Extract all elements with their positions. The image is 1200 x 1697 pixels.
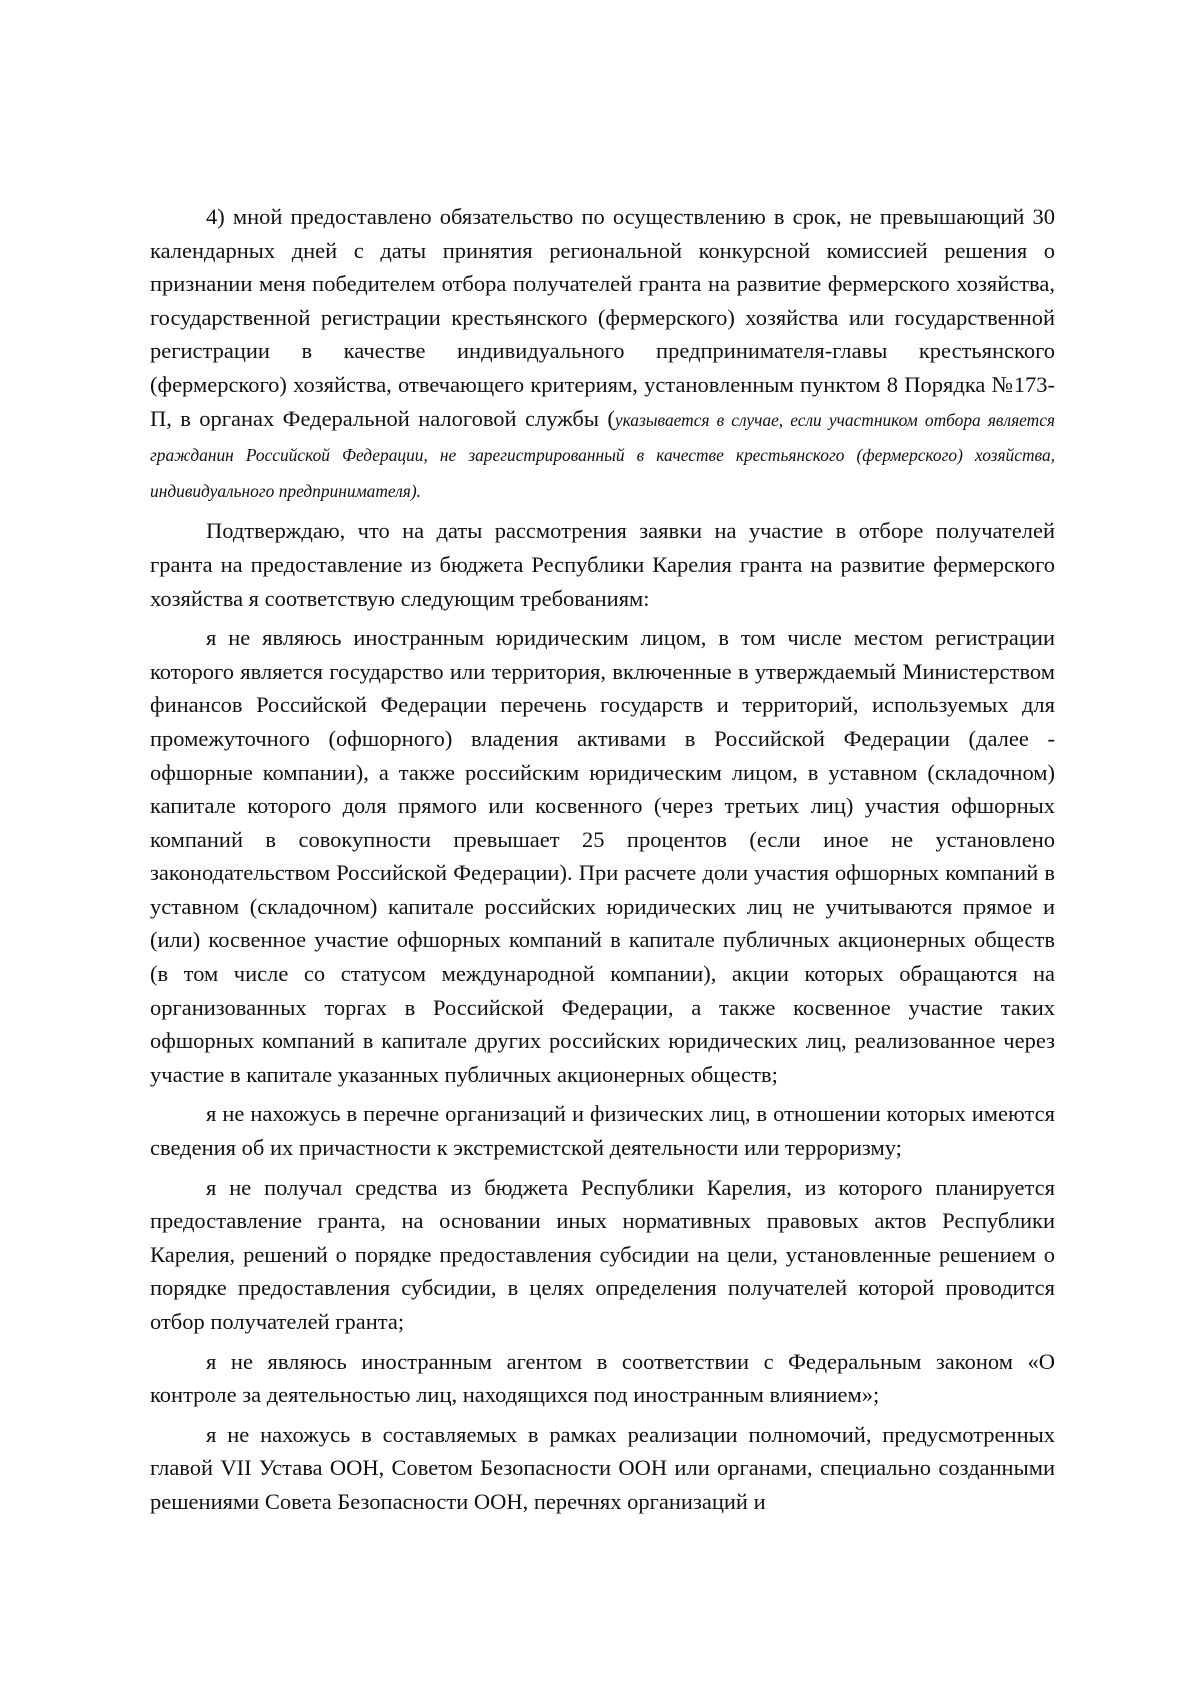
document-page [150, 200, 1055, 1525]
paragraph-un-sanctions-requirement: я не нахожусь в составляемых в рамках реализации полномочий, предусмотренных главой VII Устава ООН, Советом Безопасности ООН или органами, специально созданными решениями Совета Безопасности ООН, перечнях организаций и [150, 1421, 1055, 1514]
paragraph-obligation-text: 4) мной предоставлено обязательство по осуществлению в срок, не превышающий 30 календарных дней с даты принятия региональной конкурсной комиссией решения о признании меня победителем отбора получателей гранта на развитие фермерского хозяйства, государственной регистрации крестьянского (фермерского) хозяйства или государственной регистрации в качестве индивидуального предпринимателя-главы крестьянского (фермерского) хозяйства, отвечающего критериям, установленным пунктом 8 Порядка №173-П, в органах Федеральной налоговой службы ( [150, 204, 1055, 431]
paragraph-obligation-note: указывается в случае, если участником отбора является гражданин Российской Федерации, не зарегистрированный в качестве крестьянского (фермерского) хозяйства, индивидуального предпринимателя). [150, 409, 1055, 501]
paragraph-budget-requirement: я не получал средства из бюджета Республики Карелия, из которого планируется предоставление гранта, на основании иных нормативных правовых актов Республики Карелия, решений о порядке предоставления субсидии на цели, установленные решением о порядке предоставления субсидии, в целях определения получателей которой проводится отбор получателей гранта; [150, 1174, 1055, 1334]
paragraph-obligation [150, 200, 1055, 508]
paragraph-extremism-requirement: я не нахожусь в перечне организаций и физических лиц, в отношении которых имеются сведения об их причастности к экстремистской деятельности или терроризму; [150, 1101, 1055, 1161]
paragraph-confirmation: Подтверждаю, что на даты рассмотрения заявки на участие в отборе получателей гранта на предоставление из бюджета Республики Карелия гранта на развитие фермерского хозяйства я соответствую следующим требованиям: [150, 518, 1055, 611]
paragraph-offshore-requirement: я не являюсь иностранным юридическим лицом, в том числе местом регистрации которого является государство или территория, включенные в утверждаемый Министерством финансов Российской Федерации перечень государств и территорий, используемых для промежуточного (офшорного) владения активами в Российской Федерации (далее - офшорные компании), а также российским юридическим лицом, в уставном (складочном) капитале которого доля прямого или косвенного (через третьих лиц) участия офшорных компаний в совокупности превышает 25 процентов (если иное не установлено законодательством Российской Федерации). При расчете доли участия офшорных компаний в уставном (складочном) капитале российских юридических лиц не учитываются прямое и (или) косвенное участие офшорных компаний в капитале публичных акционерных обществ (в том числе со статусом международной компании), акции которых обращаются на организованных торгах в Российской Федерации, а также косвенное участие таких офшорных компаний в капитале других российских юридических лиц, реализованное через участие в капитале указанных публичных акционерных обществ; [150, 625, 1055, 1087]
paragraph-foreign-agent-requirement: я не являюсь иностранным агентом в соответствии с Федеральным законом «О контроле за деятельностью лиц, находящихся под иностранным влиянием»; [150, 1348, 1055, 1408]
